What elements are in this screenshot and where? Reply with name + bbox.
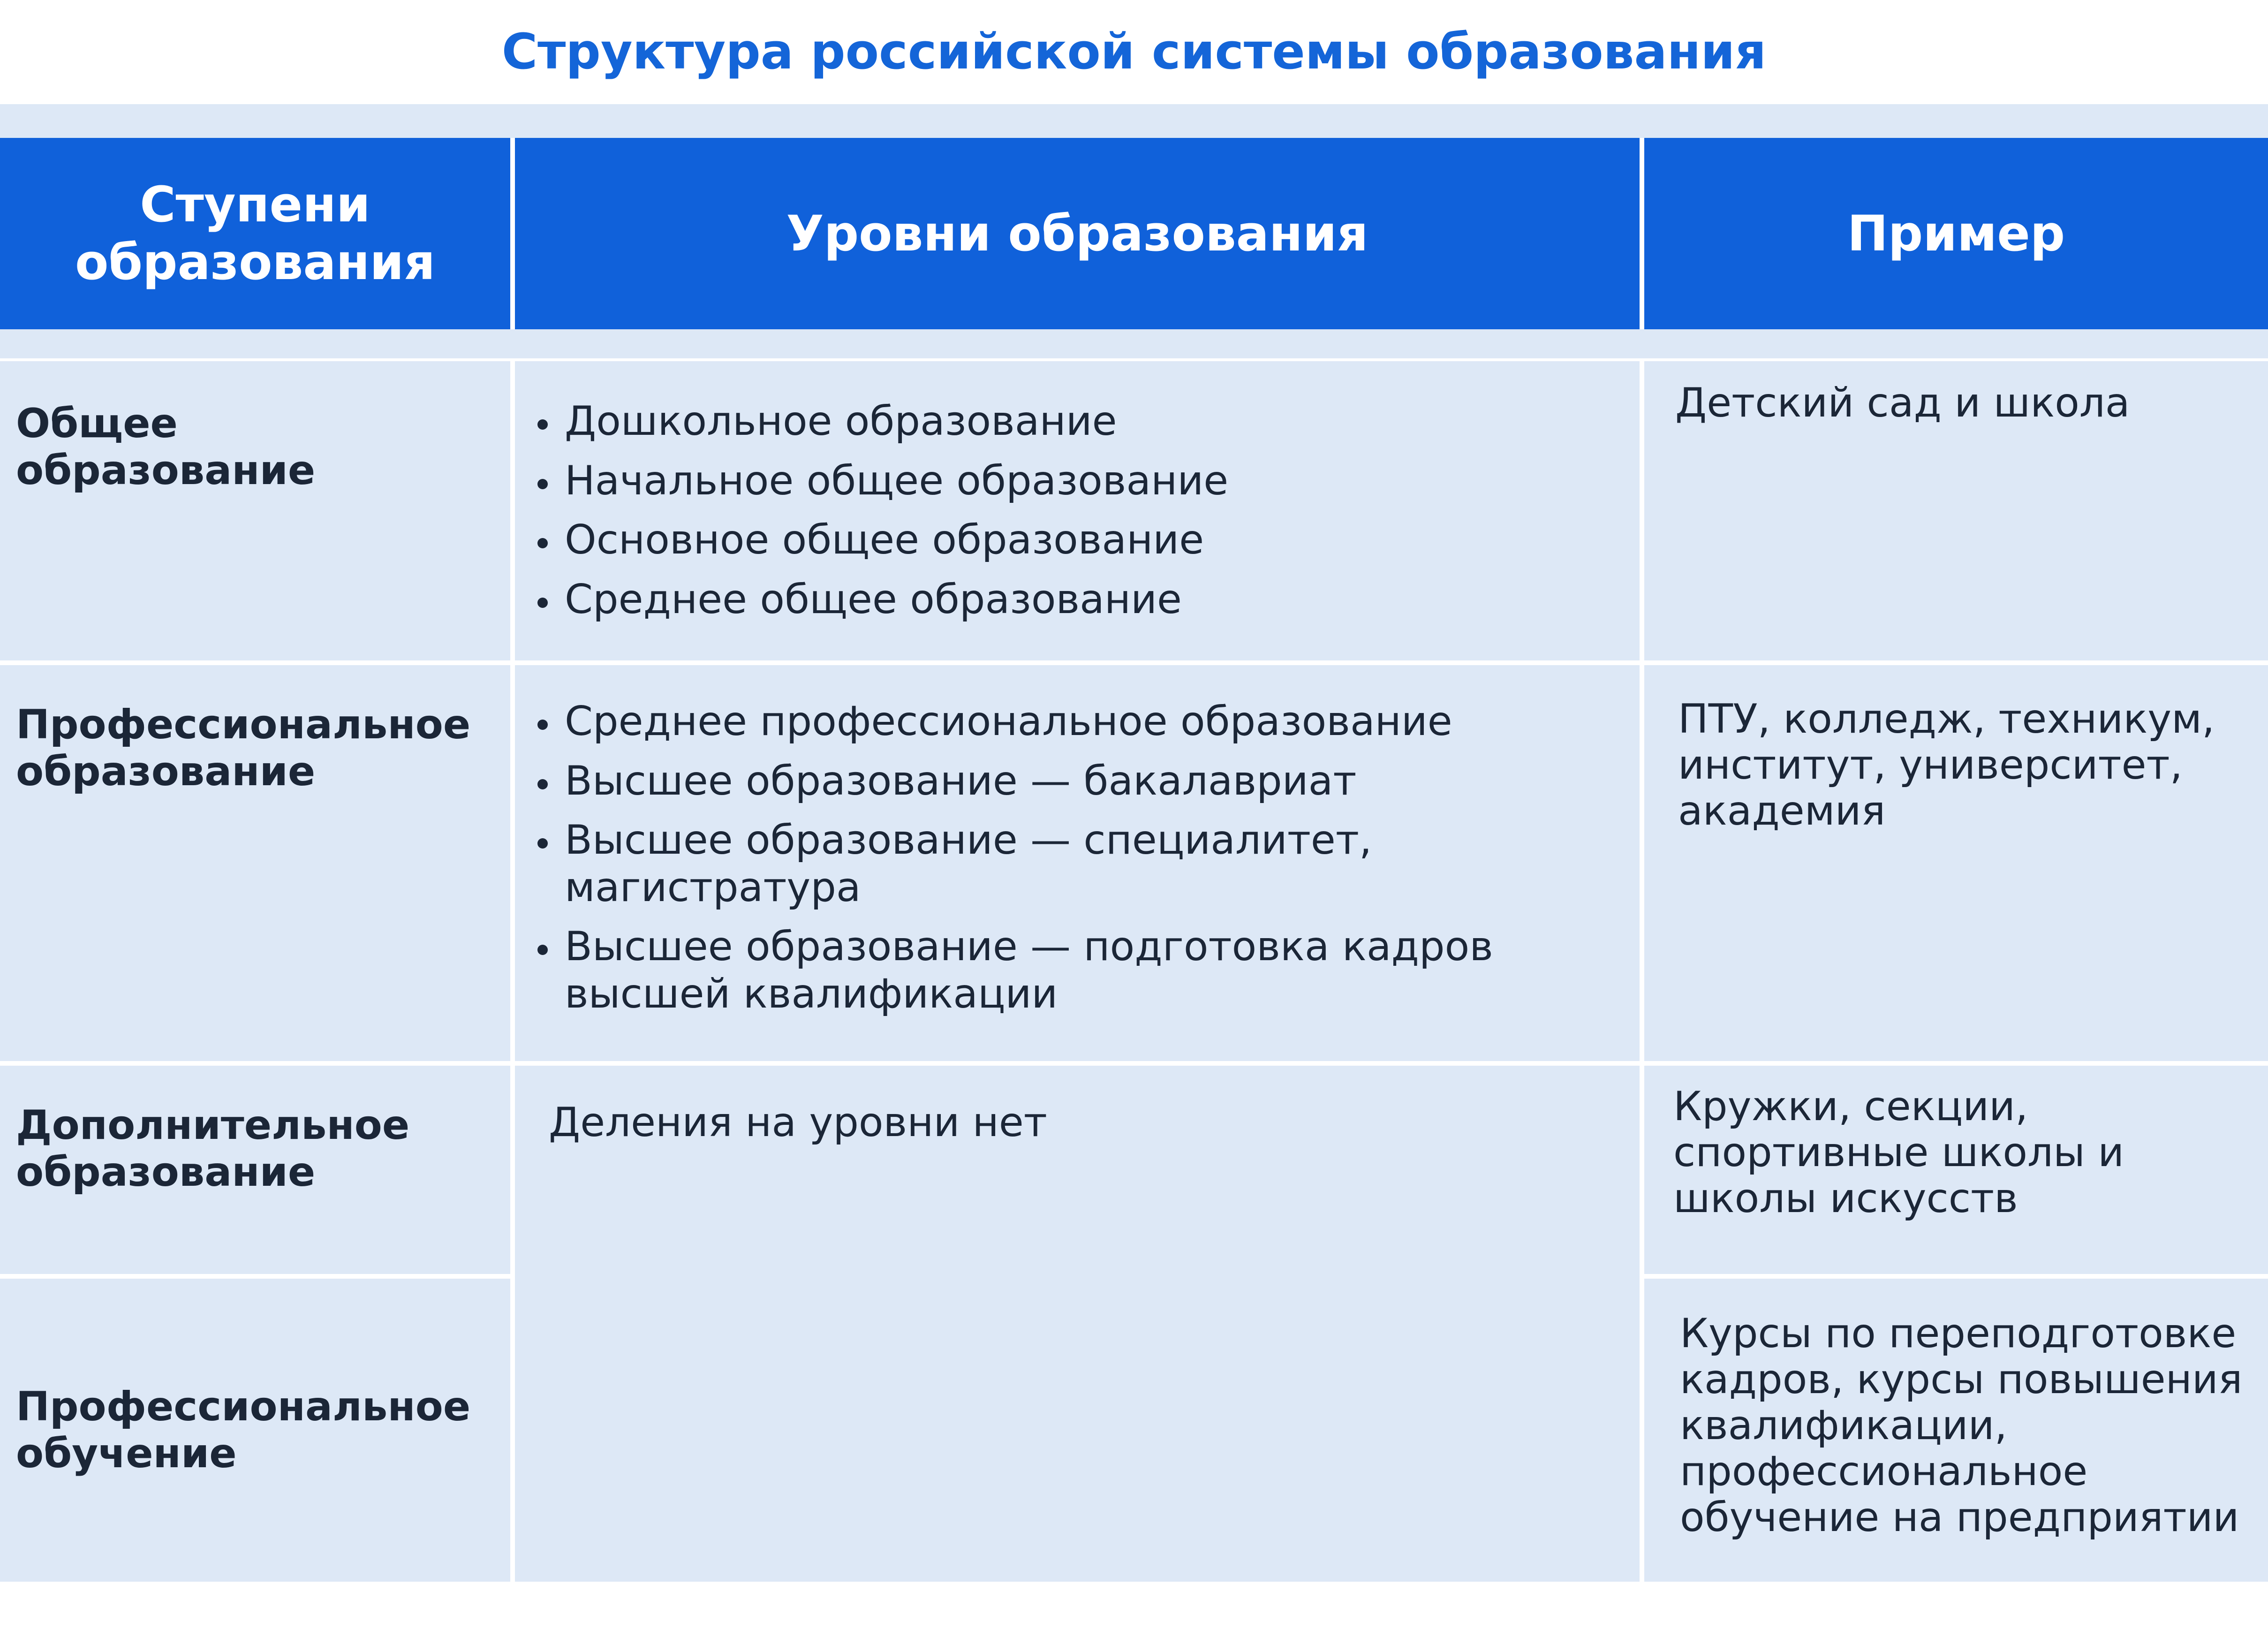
levels-cell bbox=[515, 665, 1640, 1061]
table-row-general bbox=[0, 361, 510, 660]
list-item: Начальное общее образование bbox=[534, 457, 1621, 505]
levels-cell bbox=[515, 361, 1640, 660]
header-separator-strip bbox=[0, 329, 2268, 358]
table-row-training bbox=[0, 1279, 510, 1582]
list-item: Среднее общее образование bbox=[534, 576, 1621, 623]
levels-cell-merged bbox=[515, 1066, 1640, 1582]
table-row-professional bbox=[0, 665, 510, 1061]
list-item: Высшее образование — подготовка кадров высшей квалификации bbox=[534, 923, 1550, 1017]
example-text: Кружки, секции, спортивные школы и школы искусств bbox=[1673, 1083, 2124, 1222]
list-item: Высшее образование — специалитет, магистратура bbox=[534, 817, 1456, 911]
list-item: Среднее профессиональное образование bbox=[534, 698, 1621, 745]
example-text: Курсы по переподготовке кадров, курсы повышения квалификации, профессиональное обучение на предприятии bbox=[1680, 1310, 2243, 1541]
example-cell bbox=[1644, 1066, 2268, 1274]
no-levels-text: Деления на уровни нет bbox=[549, 1099, 1047, 1146]
example-cell bbox=[1644, 361, 2268, 660]
header-stages: Ступени образования bbox=[0, 138, 510, 329]
list-item: Высшее образование — бакалавриат bbox=[534, 758, 1621, 805]
table-top-strip bbox=[0, 104, 2268, 138]
example-cell bbox=[1644, 665, 2268, 1061]
stage-label: Профессиональное обучение bbox=[16, 1383, 471, 1477]
header-levels: Уровни образования bbox=[515, 138, 1640, 329]
header-example: Пример bbox=[1644, 138, 2268, 329]
levels-list bbox=[534, 698, 1621, 1018]
example-text: Детский сад и школа bbox=[1675, 379, 2130, 426]
stage-label: Общее образование bbox=[16, 400, 316, 494]
list-item: Дошкольное образование bbox=[534, 398, 1621, 445]
levels-list bbox=[534, 398, 1621, 623]
example-cell bbox=[1644, 1279, 2268, 1582]
stage-label: Дополнительное образование bbox=[16, 1102, 410, 1196]
list-item: Основное общее образование bbox=[534, 516, 1621, 564]
stage-label: Профессиональное образование bbox=[16, 701, 471, 795]
table-header bbox=[0, 138, 2268, 329]
example-text: ПТУ, колледж, техникум, институт, университет, академия bbox=[1678, 696, 2215, 835]
table-row-additional bbox=[0, 1066, 510, 1274]
page-title: Структура российской системы образования bbox=[501, 23, 1767, 80]
